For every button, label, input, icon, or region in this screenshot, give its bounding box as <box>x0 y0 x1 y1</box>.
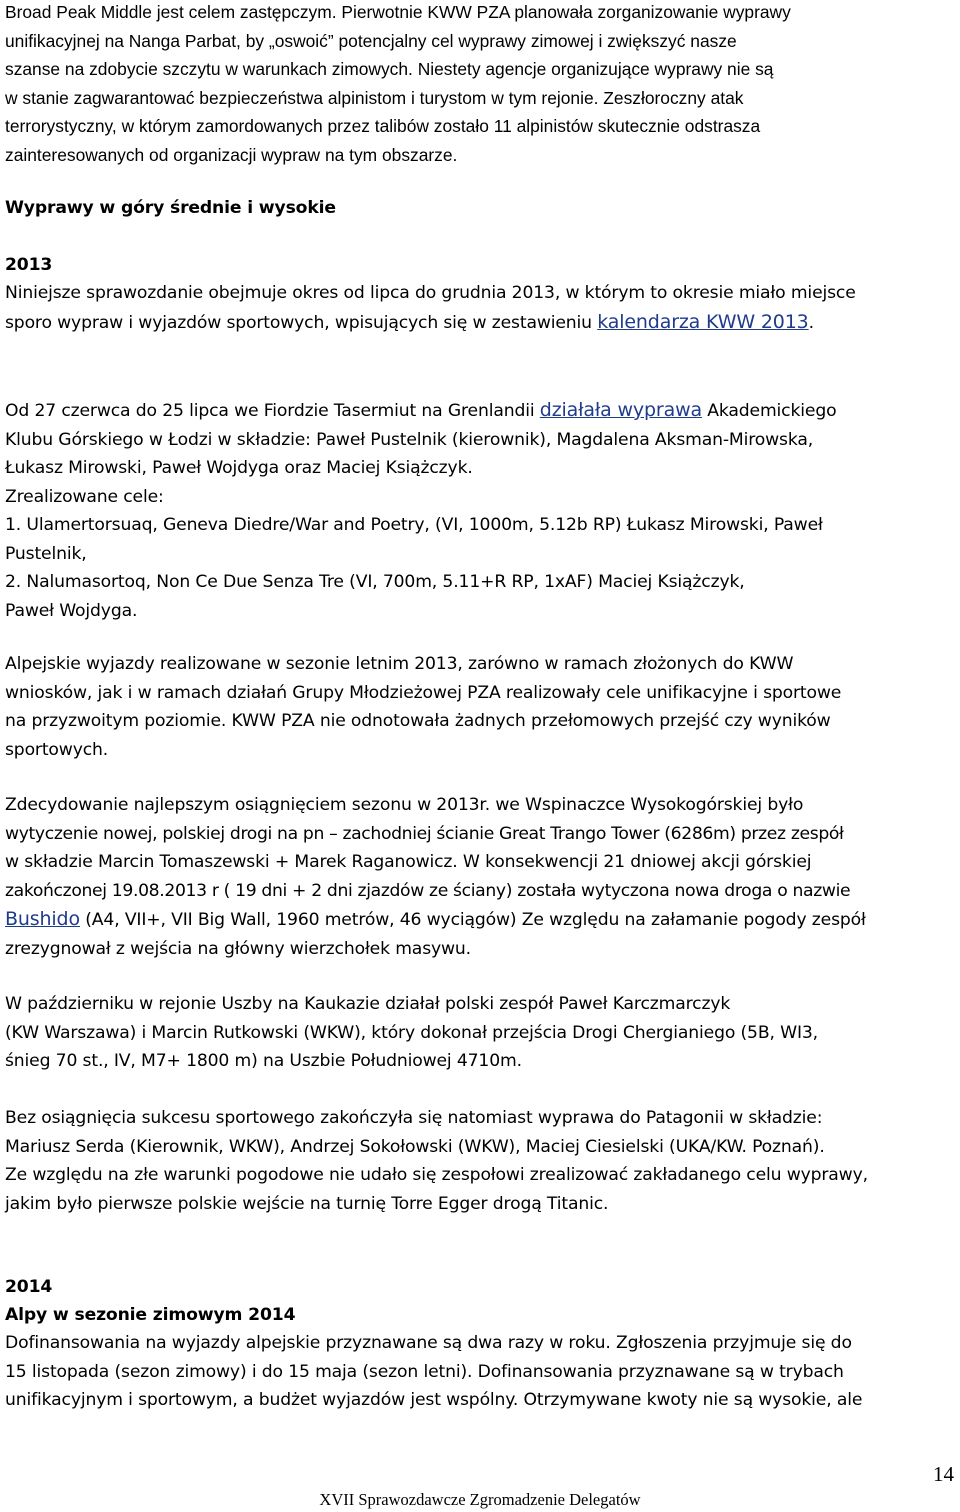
text-line: jakim było pierwsze polskie wejście na turnię Torre Egger drogą Titanic. <box>5 1193 609 1214</box>
patagonia-paragraph <box>5 1104 955 1218</box>
text-line: Bez osiągnięcia sukcesu sportowego zakończyła się natomiast wyprawa do Patagonii w składzie: <box>5 1108 823 1128</box>
page-number: 14 <box>933 1462 954 1486</box>
text-line: wniosków, jak i w ramach działań Grupy Młodzieżowej PZA realizowały cele unifikacyjne i sportowe <box>5 682 842 703</box>
text-line <box>5 396 955 426</box>
expedition-link[interactable]: działała wyprawa <box>539 399 702 421</box>
text-line: Broad Peak Middle jest celem zastępczym. Pierwotnie KWW PZA planowała zorganizowanie wyprawy <box>5 2 791 22</box>
text-line: Łukasz Mirowski, Paweł Wojdyga oraz Maciej Książczyk. <box>5 458 473 478</box>
text-fragment: sporo wypraw i wyjazdów sportowych, wpisujących się w zestawieniu <box>5 312 598 333</box>
text-line: na przyzwoitym poziomie. KWW PZA nie odnotowała żadnych przełomowych przejść czy wyników <box>5 711 831 731</box>
bushido-link[interactable]: Bushido <box>5 908 80 930</box>
text-line: zrezygnował z wejścia na główny wierzchołek masywu. <box>5 938 471 959</box>
caucasus-paragraph <box>5 990 955 1076</box>
text-line <box>5 905 955 935</box>
section-title: Wyprawy w góry średnie i wysokie <box>5 198 336 218</box>
alps-summer-paragraph <box>5 650 955 764</box>
text-line <box>5 308 955 338</box>
calendar-link[interactable]: kalendarza KWW 2013 <box>597 310 809 333</box>
text-line: (KW Warszawa) i Marcin Rutkowski (WKW), który dokonał przejścia Drogi Chergianiego (5B, WI3, <box>5 1022 818 1043</box>
text-line: zainteresowanych od organizacji wypraw na tym obszarze. <box>5 144 458 165</box>
text-fragment: . <box>808 312 814 333</box>
text-line: w składzie Marcin Tomaszewski + Marek Raganowicz. W konsekwencji 21 dniowej akcji górskiej <box>5 852 812 872</box>
text-fragment: Od 27 czerwca do 25 lipca we Fiordzie Tasermiut na Grenlandii <box>5 401 540 421</box>
text-line: Alpejskie wyjazdy realizowane w sezonie letnim 2013, zarówno w ramach złożonych do KWW <box>5 654 794 674</box>
text-line: Paweł Wojdyga. <box>5 600 138 621</box>
text-line: zakończonej 19.08.2013 r ( 19 dni + 2 dni zjazdów ze ściany) została wytyczona nowa droga o nazwie <box>5 880 851 901</box>
text-line: W październiku w rejonie Uszby na Kaukazie działał polski zespół Paweł Karczmarczyk <box>5 994 731 1014</box>
intro-paragraph <box>5 0 955 169</box>
text-line: w stanie zagwarantować bezpieczeństwa alpinistom i turystom w tym rejonie. Zeszłoroczny atak <box>5 87 744 108</box>
text-line: Mariusz Serda (Kierownik, WKW), Andrzej Sokołowski (WKW), Maciej Ciesielski (UKA/KW. Poznań). <box>5 1136 825 1157</box>
text-line: Zrealizowane cele: <box>5 486 164 507</box>
text-line: Ze względu na złe warunki pogodowe nie udało się zespołowi zrealizować zakładanego celu wyprawy, <box>5 1165 868 1185</box>
text-line: Pustelnik, <box>5 543 87 564</box>
paragraph-2014 <box>5 1329 955 1415</box>
text-line: śnieg 70 st., IV, M7+ 1800 m) na Uszbie Południowej 4710m. <box>5 1051 522 1071</box>
text-fragment: (A4, VII+, VII Big Wall, 1960 metrów, 46 wyciągów) Ze względu na załamanie pogody zespół <box>79 910 866 930</box>
text-line: szanse na zdobycie szczytu w warunkach zimowych. Niestety agencje organizujące wyprawy nie są <box>5 59 774 79</box>
text-line: 1. Ulamertorsuaq, Geneva Diedre/War and Poetry, (VI, 1000m, 5.12b RP) Łukasz Mirowski, Paweł <box>5 515 823 535</box>
text-line: sportowych. <box>5 739 109 760</box>
page-footer: XVII Sprawozdawcze Zgromadzenie Delegatów <box>319 1490 641 1509</box>
text-fragment: Akademickiego <box>701 401 837 421</box>
text-line: Zdecydowanie najlepszym osiągnięciem sezonu w 2013r. we Wspinaczce Wysokogórskiej było <box>5 795 804 815</box>
text-line: Dofinansowania na wyjazdy alpejskie przyznawane są dwa razy w roku. Zgłoszenia przyjmuje się do <box>5 1333 852 1353</box>
text-line: Niniejsze sprawozdanie obejmuje okres od lipca do grudnia 2013, w którym to okresie miało miejsce <box>5 283 856 303</box>
text-line: terrorystyczny, w którym zamordowanych przez talibów zostało 11 alpinistów skutecznie odstrasza <box>5 116 761 136</box>
text-line: wytyczenie nowej, polskiej drogi na pn – zachodniej ścianie Great Trango Tower (6286m) przez zespół <box>5 823 844 844</box>
year-heading-2013: 2013 <box>5 255 53 275</box>
text-line: unifikacyjnym i sportowym, a budżet wyjazdów jest wspólny. Otrzymywane kwoty nie są wysokie, ale <box>5 1390 863 1410</box>
greenland-paragraph <box>5 396 955 625</box>
text-line: unifikacyjnej na Nanga Parbat, by „oswoić” potencjalny cel wyprawy zimowej i zwiększyć nasze <box>5 30 737 51</box>
text-line: 15 listopada (sezon zimowy) i do 15 maja (sezon letni). Dofinansowania przyznawane są w trybach <box>5 1361 844 1382</box>
alps-winter-title: Alpy w sezonie zimowym 2014 <box>5 1305 296 1325</box>
text-line: 2. Nalumasortoq, Non Ce Due Senza Tre (VI, 700m, 5.11+R RP, 1xAF) Maciej Książczyk, <box>5 572 745 592</box>
year-heading-2014: 2014 <box>5 1277 53 1297</box>
paragraph-2013-intro <box>5 279 955 337</box>
text-line: Klubu Górskiego w Łodzi w składzie: Paweł Pustelnik (kierownik), Magdalena Aksman-Mirowska, <box>5 429 814 450</box>
trango-paragraph <box>5 791 955 963</box>
